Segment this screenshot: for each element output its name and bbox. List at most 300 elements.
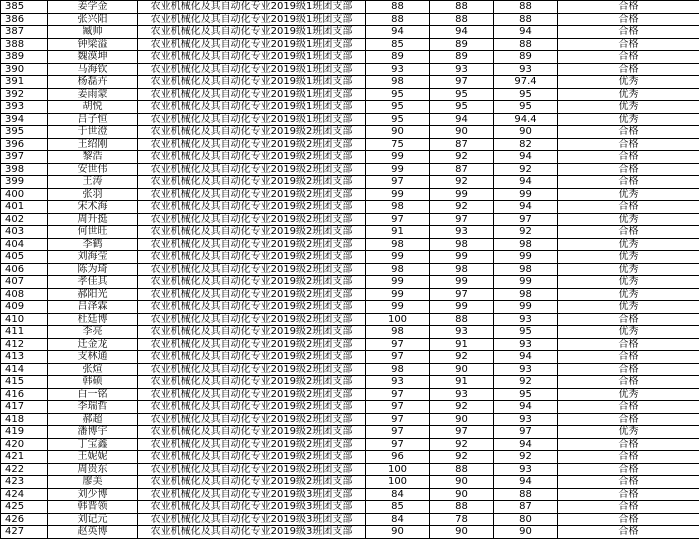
table-row xyxy=(1,76,699,89)
table-row xyxy=(1,513,699,526)
row-number-cell: 393 xyxy=(1,101,48,114)
score-2-cell: 97 xyxy=(430,288,494,301)
student-name-cell: 李鹤 xyxy=(48,238,138,251)
score-total-cell: 95 xyxy=(494,88,558,101)
table-row xyxy=(1,338,699,351)
result-cell: 合格 xyxy=(558,163,699,176)
score-total-cell: 90 xyxy=(494,526,558,539)
branch-name-cell: 农业机械化及其自动化专业2019级1班团支部 xyxy=(138,63,366,76)
student-name-cell: 白一铭 xyxy=(48,388,138,401)
score-1-cell: 97 xyxy=(366,388,430,401)
row-number-cell: 401 xyxy=(1,201,48,214)
table-row xyxy=(1,463,699,476)
row-number-cell: 394 xyxy=(1,113,48,126)
branch-name-cell: 农业机械化及其自动化专业2019级3班团支部 xyxy=(138,501,366,514)
branch-name-cell: 农业机械化及其自动化专业2019级2班团支部 xyxy=(138,363,366,376)
score-1-cell: 98 xyxy=(366,263,430,276)
score-2-cell: 92 xyxy=(430,351,494,364)
table-row xyxy=(1,526,699,539)
student-name-cell: 韩硕 xyxy=(48,376,138,389)
student-name-cell: 李瑞哲 xyxy=(48,401,138,414)
score-total-cell: 93 xyxy=(494,63,558,76)
score-total-cell: 93 xyxy=(494,338,558,351)
branch-name-cell: 农业机械化及其自动化专业2019级2班团支部 xyxy=(138,313,366,326)
student-name-cell: 郝阳光 xyxy=(48,288,138,301)
score-total-cell: 95 xyxy=(494,101,558,114)
score-total-cell: 92 xyxy=(494,226,558,239)
row-number-cell: 423 xyxy=(1,476,48,489)
score-2-cell: 98 xyxy=(430,263,494,276)
result-cell: 合格 xyxy=(558,438,699,451)
student-name-cell: 迁金龙 xyxy=(48,338,138,351)
student-name-cell: 刘记元 xyxy=(48,513,138,526)
score-1-cell: 97 xyxy=(366,413,430,426)
row-number-cell: 389 xyxy=(1,51,48,64)
score-total-cell: 93 xyxy=(494,313,558,326)
table-row xyxy=(1,213,699,226)
score-total-cell: 80 xyxy=(494,513,558,526)
branch-name-cell: 农业机械化及其自动化专业2019级3班团支部 xyxy=(138,526,366,539)
branch-name-cell: 农业机械化及其自动化专业2019级2班团支部 xyxy=(138,426,366,439)
score-2-cell: 95 xyxy=(430,101,494,114)
score-total-cell: 98 xyxy=(494,238,558,251)
student-name-cell: 宋术海 xyxy=(48,201,138,214)
branch-name-cell: 农业机械化及其自动化专业2019级2班团支部 xyxy=(138,376,366,389)
student-name-cell: 杨磊卉 xyxy=(48,76,138,89)
student-name-cell: 臧帅 xyxy=(48,26,138,39)
row-number-cell: 417 xyxy=(1,401,48,414)
branch-name-cell: 农业机械化及其自动化专业2019级2班团支部 xyxy=(138,351,366,364)
score-total-cell: 94 xyxy=(494,351,558,364)
row-number-cell: 414 xyxy=(1,363,48,376)
result-cell: 优秀 xyxy=(558,238,699,251)
result-cell: 优秀 xyxy=(558,213,699,226)
score-2-cell: 99 xyxy=(430,276,494,289)
row-number-cell: 425 xyxy=(1,501,48,514)
row-number-cell: 422 xyxy=(1,463,48,476)
branch-name-cell: 农业机械化及其自动化专业2019级1班团支部 xyxy=(138,76,366,89)
score-1-cell: 99 xyxy=(366,288,430,301)
score-2-cell: 93 xyxy=(430,326,494,339)
row-number-cell: 395 xyxy=(1,126,48,139)
branch-name-cell: 农业机械化及其自动化专业2019级2班团支部 xyxy=(138,338,366,351)
score-2-cell: 90 xyxy=(430,488,494,501)
score-total-cell: 92 xyxy=(494,163,558,176)
result-cell: 合格 xyxy=(558,451,699,464)
result-cell: 合格 xyxy=(558,176,699,189)
student-name-cell: 支林通 xyxy=(48,351,138,364)
result-cell: 合格 xyxy=(558,526,699,539)
score-total-cell: 94 xyxy=(494,401,558,414)
score-total-cell: 88 xyxy=(494,488,558,501)
table-row xyxy=(1,113,699,126)
score-2-cell: 97 xyxy=(430,426,494,439)
score-2-cell: 93 xyxy=(430,388,494,401)
table-row xyxy=(1,263,699,276)
branch-name-cell: 农业机械化及其自动化专业2019级2班团支部 xyxy=(138,413,366,426)
result-cell: 合格 xyxy=(558,313,699,326)
student-name-cell: 李亮 xyxy=(48,326,138,339)
score-1-cell: 97 xyxy=(366,213,430,226)
row-number-cell: 403 xyxy=(1,226,48,239)
student-name-cell: 黎浩 xyxy=(48,151,138,164)
score-1-cell: 88 xyxy=(366,13,430,26)
score-1-cell: 97 xyxy=(366,176,430,189)
row-number-cell: 399 xyxy=(1,176,48,189)
result-cell: 优秀 xyxy=(558,276,699,289)
student-name-cell: 魏漠坤 xyxy=(48,51,138,64)
row-number-cell: 387 xyxy=(1,26,48,39)
row-number-cell: 412 xyxy=(1,338,48,351)
table-row xyxy=(1,451,699,464)
score-total-cell: 94 xyxy=(494,176,558,189)
score-2-cell: 91 xyxy=(430,376,494,389)
row-number-cell: 408 xyxy=(1,288,48,301)
score-2-cell: 78 xyxy=(430,513,494,526)
score-1-cell: 97 xyxy=(366,401,430,414)
score-total-cell: 94.4 xyxy=(494,113,558,126)
score-2-cell: 92 xyxy=(430,201,494,214)
score-1-cell: 93 xyxy=(366,376,430,389)
score-1-cell: 84 xyxy=(366,513,430,526)
score-total-cell: 82 xyxy=(494,138,558,151)
student-name-cell: 钟梁溢 xyxy=(48,38,138,51)
score-total-cell: 92 xyxy=(494,376,558,389)
score-total-cell: 93 xyxy=(494,463,558,476)
row-number-cell: 406 xyxy=(1,263,48,276)
table-row xyxy=(1,313,699,326)
result-cell: 合格 xyxy=(558,13,699,26)
branch-name-cell: 农业机械化及其自动化专业2019级2班团支部 xyxy=(138,463,366,476)
score-2-cell: 99 xyxy=(430,188,494,201)
score-1-cell: 98 xyxy=(366,201,430,214)
student-name-cell: 杜廷博 xyxy=(48,313,138,326)
score-1-cell: 99 xyxy=(366,276,430,289)
student-name-cell: 何世旺 xyxy=(48,226,138,239)
score-1-cell: 97 xyxy=(366,338,430,351)
score-total-cell: 92 xyxy=(494,451,558,464)
row-number-cell: 400 xyxy=(1,188,48,201)
table-row xyxy=(1,151,699,164)
score-1-cell: 90 xyxy=(366,126,430,139)
table-row xyxy=(1,63,699,76)
student-name-cell: 赵英博 xyxy=(48,526,138,539)
score-total-cell: 94 xyxy=(494,476,558,489)
score-1-cell: 98 xyxy=(366,238,430,251)
score-1-cell: 100 xyxy=(366,476,430,489)
score-total-cell: 94 xyxy=(494,26,558,39)
score-2-cell: 90 xyxy=(430,526,494,539)
result-cell: 合格 xyxy=(558,338,699,351)
score-2-cell: 90 xyxy=(430,476,494,489)
score-1-cell: 99 xyxy=(366,188,430,201)
branch-name-cell: 农业机械化及其自动化专业2019级1班团支部 xyxy=(138,88,366,101)
branch-name-cell: 农业机械化及其自动化专业2019级2班团支部 xyxy=(138,163,366,176)
result-cell: 优秀 xyxy=(558,388,699,401)
branch-name-cell: 农业机械化及其自动化专业2019级1班团支部 xyxy=(138,26,366,39)
score-1-cell: 97 xyxy=(366,426,430,439)
row-number-cell: 407 xyxy=(1,276,48,289)
table-row xyxy=(1,413,699,426)
score-1-cell: 100 xyxy=(366,463,430,476)
row-number-cell: 410 xyxy=(1,313,48,326)
student-name-cell: 王绍刚 xyxy=(48,138,138,151)
score-2-cell: 99 xyxy=(430,301,494,314)
result-cell: 优秀 xyxy=(558,426,699,439)
score-2-cell: 87 xyxy=(430,138,494,151)
table-row xyxy=(1,188,699,201)
table-row xyxy=(1,426,699,439)
branch-name-cell: 农业机械化及其自动化专业2019级1班团支部 xyxy=(138,1,366,14)
score-2-cell: 92 xyxy=(430,176,494,189)
score-1-cell: 93 xyxy=(366,63,430,76)
branch-name-cell: 农业机械化及其自动化专业2019级2班团支部 xyxy=(138,226,366,239)
score-2-cell: 88 xyxy=(430,501,494,514)
table-row xyxy=(1,51,699,64)
student-name-cell: 张羽 xyxy=(48,188,138,201)
score-2-cell: 89 xyxy=(430,38,494,51)
row-number-cell: 415 xyxy=(1,376,48,389)
result-cell: 优秀 xyxy=(558,301,699,314)
score-1-cell: 99 xyxy=(366,163,430,176)
branch-name-cell: 农业机械化及其自动化专业2019级2班团支部 xyxy=(138,326,366,339)
result-cell: 合格 xyxy=(558,376,699,389)
score-total-cell: 87 xyxy=(494,501,558,514)
table-row xyxy=(1,26,699,39)
score-total-cell: 98 xyxy=(494,288,558,301)
student-name-cell: 郝超 xyxy=(48,413,138,426)
student-name-cell: 安世伟 xyxy=(48,163,138,176)
score-2-cell: 93 xyxy=(430,226,494,239)
branch-name-cell: 农业机械化及其自动化专业2019级1班团支部 xyxy=(138,13,366,26)
branch-name-cell: 农业机械化及其自动化专业2019级1班团支部 xyxy=(138,101,366,114)
row-number-cell: 404 xyxy=(1,238,48,251)
score-total-cell: 99 xyxy=(494,301,558,314)
student-name-cell: 潘博宇 xyxy=(48,426,138,439)
branch-name-cell: 农业机械化及其自动化专业2019级2班团支部 xyxy=(138,288,366,301)
row-number-cell: 416 xyxy=(1,388,48,401)
branch-name-cell: 农业机械化及其自动化专业2019级2班团支部 xyxy=(138,476,366,489)
score-2-cell: 90 xyxy=(430,413,494,426)
student-name-cell: 吕泽霖 xyxy=(48,301,138,314)
score-1-cell: 95 xyxy=(366,88,430,101)
score-total-cell: 94 xyxy=(494,151,558,164)
result-cell: 合格 xyxy=(558,51,699,64)
row-number-cell: 397 xyxy=(1,151,48,164)
branch-name-cell: 农业机械化及其自动化专业2019级2班团支部 xyxy=(138,138,366,151)
row-number-cell: 392 xyxy=(1,88,48,101)
score-2-cell: 92 xyxy=(430,151,494,164)
score-total-cell: 94 xyxy=(494,438,558,451)
row-number-cell: 386 xyxy=(1,13,48,26)
row-number-cell: 388 xyxy=(1,38,48,51)
table-row xyxy=(1,201,699,214)
result-cell: 合格 xyxy=(558,513,699,526)
score-2-cell: 88 xyxy=(430,13,494,26)
student-name-cell: 陈为琦 xyxy=(48,263,138,276)
score-total-cell: 88 xyxy=(494,13,558,26)
row-number-cell: 398 xyxy=(1,163,48,176)
branch-name-cell: 农业机械化及其自动化专业2019级1班团支部 xyxy=(138,51,366,64)
score-2-cell: 92 xyxy=(430,438,494,451)
result-cell: 优秀 xyxy=(558,101,699,114)
result-cell: 合格 xyxy=(558,38,699,51)
table-row xyxy=(1,276,699,289)
score-total-cell: 99 xyxy=(494,251,558,264)
score-total-cell: 95 xyxy=(494,388,558,401)
score-total-cell: 88 xyxy=(494,1,558,14)
score-2-cell: 91 xyxy=(430,338,494,351)
table-row xyxy=(1,38,699,51)
student-name-cell: 马海钦 xyxy=(48,63,138,76)
score-2-cell: 94 xyxy=(430,113,494,126)
row-number-cell: 419 xyxy=(1,426,48,439)
score-total-cell: 99 xyxy=(494,188,558,201)
score-total-cell: 93 xyxy=(494,363,558,376)
result-cell: 优秀 xyxy=(558,288,699,301)
branch-name-cell: 农业机械化及其自动化专业2019级2班团支部 xyxy=(138,126,366,139)
student-name-cell: 丁宝鑫 xyxy=(48,438,138,451)
score-2-cell: 93 xyxy=(430,63,494,76)
score-2-cell: 95 xyxy=(430,88,494,101)
score-1-cell: 84 xyxy=(366,488,430,501)
score-2-cell: 92 xyxy=(430,401,494,414)
result-cell: 合格 xyxy=(558,351,699,364)
result-cell: 合格 xyxy=(558,501,699,514)
student-name-cell: 张煊 xyxy=(48,363,138,376)
score-1-cell: 97 xyxy=(366,438,430,451)
score-2-cell: 90 xyxy=(430,126,494,139)
table-row xyxy=(1,488,699,501)
branch-name-cell: 农业机械化及其自动化专业2019级1班团支部 xyxy=(138,38,366,51)
score-2-cell: 88 xyxy=(430,1,494,14)
score-1-cell: 96 xyxy=(366,451,430,464)
student-name-cell: 胡悦 xyxy=(48,101,138,114)
score-1-cell: 88 xyxy=(366,1,430,14)
student-name-cell: 姜雨蒙 xyxy=(48,88,138,101)
score-2-cell: 92 xyxy=(430,451,494,464)
student-name-cell: 张兴阳 xyxy=(48,13,138,26)
score-2-cell: 88 xyxy=(430,463,494,476)
score-1-cell: 97 xyxy=(366,351,430,364)
row-number-cell: 421 xyxy=(1,451,48,464)
score-1-cell: 75 xyxy=(366,138,430,151)
result-cell: 合格 xyxy=(558,1,699,14)
branch-name-cell: 农业机械化及其自动化专业2019级3班团支部 xyxy=(138,488,366,501)
score-2-cell: 90 xyxy=(430,363,494,376)
score-total-cell: 99 xyxy=(494,276,558,289)
score-total-cell: 97.4 xyxy=(494,76,558,89)
branch-name-cell: 农业机械化及其自动化专业2019级2班团支部 xyxy=(138,151,366,164)
result-cell: 优秀 xyxy=(558,188,699,201)
result-cell: 合格 xyxy=(558,26,699,39)
table-row xyxy=(1,501,699,514)
student-name-cell: 王涛 xyxy=(48,176,138,189)
score-2-cell: 89 xyxy=(430,51,494,64)
table-row xyxy=(1,363,699,376)
score-1-cell: 99 xyxy=(366,151,430,164)
score-1-cell: 85 xyxy=(366,38,430,51)
row-number-cell: 426 xyxy=(1,513,48,526)
table-row xyxy=(1,288,699,301)
branch-name-cell: 农业机械化及其自动化专业2019级2班团支部 xyxy=(138,451,366,464)
result-cell: 优秀 xyxy=(558,88,699,101)
row-number-cell: 418 xyxy=(1,413,48,426)
table-row xyxy=(1,388,699,401)
row-number-cell: 424 xyxy=(1,488,48,501)
table-body xyxy=(1,1,699,539)
score-total-cell: 89 xyxy=(494,51,558,64)
result-cell: 合格 xyxy=(558,488,699,501)
result-cell: 合格 xyxy=(558,201,699,214)
result-cell: 合格 xyxy=(558,226,699,239)
branch-name-cell: 农业机械化及其自动化专业2019级2班团支部 xyxy=(138,263,366,276)
score-total-cell: 95 xyxy=(494,326,558,339)
row-number-cell: 385 xyxy=(1,1,48,14)
score-1-cell: 90 xyxy=(366,526,430,539)
branch-name-cell: 农业机械化及其自动化专业2019级2班团支部 xyxy=(138,438,366,451)
table-row xyxy=(1,13,699,26)
row-number-cell: 420 xyxy=(1,438,48,451)
score-1-cell: 99 xyxy=(366,301,430,314)
student-name-cell: 刘少博 xyxy=(48,488,138,501)
branch-name-cell: 农业机械化及其自动化专业2019级1班团支部 xyxy=(138,113,366,126)
branch-name-cell: 农业机械化及其自动化专业2019级3班团支部 xyxy=(138,513,366,526)
score-total-cell: 88 xyxy=(494,38,558,51)
branch-name-cell: 农业机械化及其自动化专业2019级2班团支部 xyxy=(138,188,366,201)
score-total-cell: 90 xyxy=(494,126,558,139)
table-row xyxy=(1,1,699,14)
table-row xyxy=(1,226,699,239)
score-2-cell: 97 xyxy=(430,213,494,226)
score-2-cell: 87 xyxy=(430,163,494,176)
result-cell: 合格 xyxy=(558,401,699,414)
result-cell: 优秀 xyxy=(558,326,699,339)
result-cell: 合格 xyxy=(558,463,699,476)
result-cell: 合格 xyxy=(558,151,699,164)
branch-name-cell: 农业机械化及其自动化专业2019级2班团支部 xyxy=(138,388,366,401)
result-cell: 优秀 xyxy=(558,76,699,89)
score-1-cell: 91 xyxy=(366,226,430,239)
student-name-cell: 韩晋领 xyxy=(48,501,138,514)
table-row xyxy=(1,88,699,101)
table-row xyxy=(1,238,699,251)
result-cell: 优秀 xyxy=(558,113,699,126)
score-total-cell: 98 xyxy=(494,263,558,276)
score-1-cell: 95 xyxy=(366,101,430,114)
row-number-cell: 391 xyxy=(1,76,48,89)
result-cell: 合格 xyxy=(558,363,699,376)
student-name-cell: 廖美 xyxy=(48,476,138,489)
table-row xyxy=(1,476,699,489)
score-total-cell: 94 xyxy=(494,201,558,214)
branch-name-cell: 农业机械化及其自动化专业2019级2班团支部 xyxy=(138,213,366,226)
score-1-cell: 98 xyxy=(366,363,430,376)
branch-name-cell: 农业机械化及其自动化专业2019级2班团支部 xyxy=(138,251,366,264)
result-cell: 合格 xyxy=(558,413,699,426)
row-number-cell: 390 xyxy=(1,63,48,76)
table-row xyxy=(1,301,699,314)
score-2-cell: 99 xyxy=(430,251,494,264)
table-row xyxy=(1,438,699,451)
table-row xyxy=(1,163,699,176)
table-row xyxy=(1,251,699,264)
table-row xyxy=(1,176,699,189)
result-cell: 合格 xyxy=(558,138,699,151)
score-2-cell: 94 xyxy=(430,26,494,39)
row-number-cell: 402 xyxy=(1,213,48,226)
score-1-cell: 100 xyxy=(366,313,430,326)
